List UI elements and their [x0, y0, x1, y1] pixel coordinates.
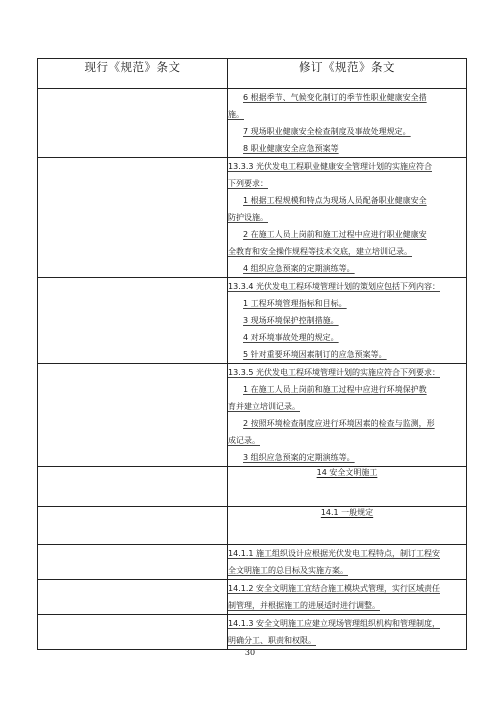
clause-line: 成记录。 — [228, 436, 260, 445]
clause-line: 2 按照环境检查制度应进行环境因素的检查与监测，形 — [243, 419, 435, 428]
table-row — [38, 364, 467, 467]
revised-clause-cell — [228, 580, 467, 615]
section-title-cell — [228, 507, 467, 545]
table-row — [38, 89, 467, 158]
clause-line: 1 在施工人员上岗前和施工过程中应进行环境保护教 — [243, 385, 427, 394]
section-title: 14.1 一般规定 — [320, 508, 374, 517]
clause-line: 4 组织应急预案的定期演练等。 — [243, 264, 355, 273]
clause-line: 3 组织应急预案的定期演练等。 — [243, 453, 355, 462]
page-number: 30 — [244, 648, 256, 657]
clause-line: 全文明施工的总目标及实施方案。 — [228, 566, 348, 575]
revised-clause-cell — [228, 158, 467, 278]
clause-line: 2 在施工人员上岗前和施工过程中应进行职业健康安 — [243, 230, 427, 239]
revised-clause-cell — [228, 615, 467, 650]
current-clause-cell — [38, 278, 228, 364]
current-clause-cell — [38, 89, 228, 158]
header-current-code: 现行《规范》条文 — [38, 59, 228, 89]
revised-clause-cell — [228, 89, 467, 158]
clause-line: 14.1.2 安全文明施工宜结合施工模块式管理，实行区域责任 — [228, 584, 440, 593]
clause-line: 8 职业健康安全应急预案等 — [243, 144, 339, 153]
clause-line: 1 工程环境管理指标和目标。 — [243, 299, 347, 308]
clause-line: 14.1.3 安全文明施工应建立现场管理组织机构和管理制度， — [228, 619, 440, 628]
clause-line: 3 现场环境保护控制措施。 — [243, 316, 339, 325]
clause-line: 13.3.4 光伏发电工程环境管理计划的策划应包括下列内容： — [228, 282, 440, 291]
chapter-title: 14 安全文明施工 — [316, 468, 378, 477]
table-row — [38, 467, 467, 507]
current-clause-cell — [38, 545, 228, 580]
revised-clause-cell — [228, 278, 467, 364]
header-revised-code: 修订《规范》条文 — [228, 59, 467, 89]
clause-line: 明确分工、职责和权限。 — [228, 636, 316, 645]
revised-clause-cell — [228, 545, 467, 580]
clause-line: 防护设施。 — [228, 213, 268, 222]
clause-line: 5 针对重要环境因素制订的应急预案等。 — [243, 350, 387, 359]
clause-line: 13.3.5 光伏发电工程环境管理计划的实施应符合下列要求： — [228, 368, 440, 377]
table-row — [38, 580, 467, 615]
table-header-row — [38, 59, 467, 89]
clause-line: 施。 — [228, 110, 244, 119]
clause-line: 13.3.3 光伏发电工程职业健康安全管理计划的实施应符合 — [228, 162, 432, 171]
table-row — [38, 545, 467, 580]
clause-line: 制管理，并根据施工的进展适时进行调整。 — [228, 601, 380, 610]
clause-line: 1 根据工程规模和特点为现场人员配备职业健康安全 — [243, 196, 427, 205]
clause-line: 全教育和安全操作规程等技术交底，建立培训记录。 — [228, 247, 412, 256]
current-clause-cell — [38, 364, 228, 467]
current-clause-cell — [38, 158, 228, 278]
table-row — [38, 158, 467, 278]
clause-line: 7 现场职业健康安全检查制度及事故处理规定。 — [243, 127, 411, 136]
clause-line: 育并建立培训记录。 — [228, 402, 300, 411]
clause-line: 4 对环境事故处理的规定。 — [243, 333, 339, 342]
clause-line: 6 根据季节、气候变化制订的季节性职业健康安全措 — [243, 93, 427, 102]
current-clause-cell — [38, 580, 228, 615]
table-row — [38, 507, 467, 545]
revised-clause-cell — [228, 364, 467, 467]
current-clause-cell — [38, 507, 228, 545]
clause-line: 下列要求： — [228, 179, 268, 188]
current-clause-cell — [38, 467, 228, 507]
clause-line: 14.1.1 施工组织设计应根据光伏发电工程特点，制订工程安 — [228, 549, 440, 558]
table-row — [38, 615, 467, 650]
comparison-table — [37, 58, 467, 650]
current-clause-cell — [38, 615, 228, 650]
table-row — [38, 278, 467, 364]
chapter-title-cell — [228, 467, 467, 507]
